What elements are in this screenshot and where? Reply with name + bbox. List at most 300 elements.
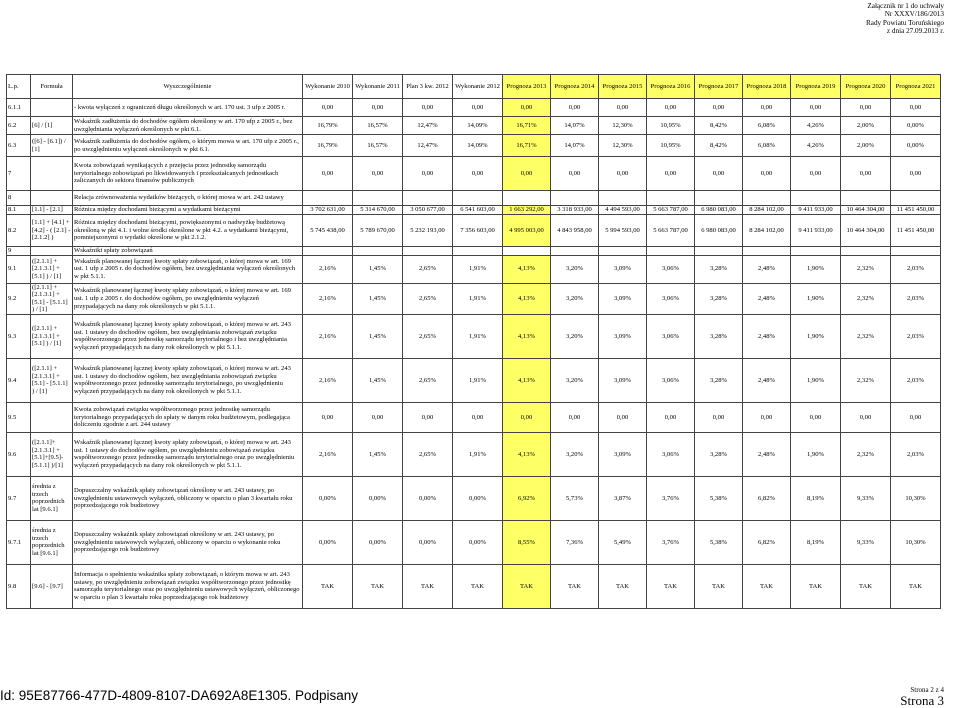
table-row (7, 206, 941, 215)
value-cell: 4,26% (791, 135, 841, 157)
value-cell: TAK (551, 564, 599, 608)
value-cell: 4 995 003,00 (503, 215, 551, 247)
value-cell: 2,65% (403, 314, 453, 358)
value-cell (551, 191, 599, 206)
value-cell: 1,91% (453, 283, 503, 314)
value-cell: TAK (303, 564, 353, 608)
value-cell: 5 745 438,00 (303, 215, 353, 247)
value-cell: 2,16% (303, 432, 353, 476)
value-cell: 0,00% (453, 520, 503, 564)
row-description: Kwota zobowiązań wynikających z przejęcia przez jednostkę samorządu terytorialnego zobowiązań po likwidowanych i przekształcanych jednostkach zaliczanych do sektora finansów publicznych (73, 157, 303, 191)
value-cell: 16,57% (353, 135, 403, 157)
value-cell: 4,13% (503, 358, 551, 402)
column-header: Prognoza 2013 (503, 75, 551, 99)
value-cell: 0,00 (695, 157, 743, 191)
value-cell: TAK (695, 564, 743, 608)
value-cell: 8,19% (791, 476, 841, 520)
row-formula (31, 402, 73, 432)
value-cell: 0,00 (353, 402, 403, 432)
table-row (7, 117, 941, 135)
value-cell (303, 247, 353, 256)
value-cell: 5,38% (695, 476, 743, 520)
value-cell: 2,48% (743, 314, 791, 358)
header-line: Nr XXXV/186/2013 (884, 10, 944, 19)
value-cell: 0,00 (353, 99, 403, 117)
value-cell (791, 191, 841, 206)
value-cell: 16,71% (503, 135, 551, 157)
value-cell: 0,00 (841, 402, 891, 432)
row-number: 6.2 (7, 117, 31, 135)
column-header: Prognoza 2016 (647, 75, 695, 99)
value-cell: 16,79% (303, 135, 353, 157)
value-cell (695, 247, 743, 256)
column-header: Formuła (31, 75, 73, 99)
value-cell: 2,00% (841, 117, 891, 135)
value-cell: 11 451 450,00 (891, 215, 941, 247)
value-cell: 0,00 (503, 99, 551, 117)
value-cell: 0,00% (353, 520, 403, 564)
value-cell: 5,49% (599, 520, 647, 564)
value-cell: 3,06% (647, 314, 695, 358)
value-cell: 1,90% (791, 255, 841, 283)
value-cell: 14,09% (453, 117, 503, 135)
value-cell: 0,00 (841, 99, 891, 117)
value-cell: 3,28% (695, 255, 743, 283)
column-header: Wykonanie 2010 (303, 75, 353, 99)
value-cell: 8 284 102,00 (743, 215, 791, 247)
value-cell: 12,47% (403, 135, 453, 157)
value-cell: 0,00 (503, 157, 551, 191)
table-row (7, 402, 941, 432)
row-description: Wskaźnik planowanej łącznej kwoty spłaty zobowiązań, o której mowa w art. 243 ust. 1 ustawy do dochodów ogółem, bez uwzględniania zobowiązań związku współtworzonego przez jednostkę samorządu terytorialnego, po uwzględnieniu wyłączeń przypadających na dany rok określonych w pkt 5.1.1. (73, 358, 303, 402)
value-cell: 0,00% (353, 476, 403, 520)
column-header: Prognoza 2014 (551, 75, 599, 99)
value-cell: 16,71% (503, 117, 551, 135)
row-number: 8.2 (7, 215, 31, 247)
value-cell: 3,09% (599, 255, 647, 283)
row-description: Wskaźniki spłaty zobowiązań (73, 247, 303, 256)
value-cell: 2,03% (891, 358, 941, 402)
value-cell: 2,48% (743, 358, 791, 402)
value-cell: 4 494 593,00 (599, 206, 647, 215)
value-cell: 3,28% (695, 432, 743, 476)
value-cell: 2,16% (303, 283, 353, 314)
value-cell: 0,00 (453, 99, 503, 117)
value-cell: 0,00 (647, 402, 695, 432)
value-cell (841, 247, 891, 256)
row-number: 9.6 (7, 432, 31, 476)
row-number: 9.5 (7, 402, 31, 432)
row-number: 9.7.1 (7, 520, 31, 564)
table-row (7, 283, 941, 314)
value-cell (403, 191, 453, 206)
value-cell: 2,32% (841, 358, 891, 402)
value-cell: 0,00 (647, 157, 695, 191)
value-cell: 9 411 933,00 (791, 215, 841, 247)
value-cell: 2,65% (403, 283, 453, 314)
column-header: Plan 3 kw. 2012 (403, 75, 453, 99)
table-row (7, 135, 941, 157)
value-cell: 12,30% (599, 135, 647, 157)
value-cell: 5 994 593,00 (599, 215, 647, 247)
value-cell: 1,90% (791, 358, 841, 402)
value-cell (743, 191, 791, 206)
column-header: Prognoza 2021 (891, 75, 941, 99)
value-cell: 1,90% (791, 314, 841, 358)
row-number: 9.2 (7, 283, 31, 314)
value-cell: 3,06% (647, 432, 695, 476)
row-formula: [1.1] + [4.1] + [4.2] - ( [2.1] - [2.1.2] ) (31, 215, 73, 247)
row-description: Wskaźnik planowanej łącznej kwoty spłaty zobowiązań, o której mowa w art. 169 ust. 1 ufp z 2005 r. do dochodów ogółem, bez uwzględniania wyłączeń określonych w pkt 5.1.1. (73, 255, 303, 283)
value-cell (503, 191, 551, 206)
value-cell: 2,48% (743, 432, 791, 476)
value-cell (599, 247, 647, 256)
value-cell: 3 318 933,00 (551, 206, 599, 215)
row-description: Wskaźnik zadłużenia do dochodów ogółem, o którym mowa w art. 170 ufp z 2005 r., po uwzględnieniu wyłączeń określonych w pkt 6.1. (73, 135, 303, 157)
value-cell: 0,00% (303, 476, 353, 520)
row-number: 8 (7, 191, 31, 206)
table-row (7, 358, 941, 402)
row-formula: ([2.1.1]+[2.1.3.1] + [5.1]+[9.5]-[5.1.1] )/[1] (31, 432, 73, 476)
value-cell: 8 284 102,00 (743, 206, 791, 215)
value-cell: 2,32% (841, 432, 891, 476)
value-cell: TAK (791, 564, 841, 608)
value-cell: 2,48% (743, 255, 791, 283)
value-cell: TAK (503, 564, 551, 608)
row-number: 8.1 (7, 206, 31, 215)
row-formula (31, 247, 73, 256)
table-row (7, 476, 941, 520)
table-row (7, 99, 941, 117)
header-line: Rady Powiatu Toruńskiego (865, 18, 944, 27)
table-row (7, 157, 941, 191)
value-cell: 6,08% (743, 135, 791, 157)
value-cell: 0,00 (453, 402, 503, 432)
value-cell: 0,00 (791, 157, 841, 191)
value-cell: 0,00 (551, 157, 599, 191)
value-cell: 2,03% (891, 432, 941, 476)
value-cell: 3,06% (647, 358, 695, 402)
value-cell: 4,13% (503, 283, 551, 314)
value-cell: 12,30% (599, 117, 647, 135)
column-header: Prognoza 2017 (695, 75, 743, 99)
value-cell: 0,00 (599, 99, 647, 117)
value-cell: 6 980 083,00 (695, 215, 743, 247)
value-cell: 14,07% (551, 117, 599, 135)
value-cell: 7,36% (551, 520, 599, 564)
value-cell (551, 247, 599, 256)
value-cell: 0,00 (743, 99, 791, 117)
value-cell: 2,16% (303, 358, 353, 402)
value-cell (599, 191, 647, 206)
value-cell: 0,00 (647, 99, 695, 117)
value-cell (453, 191, 503, 206)
row-description: Różnica między dochodami bieżącymi a wydatkami bieżącymi (73, 206, 303, 215)
value-cell: TAK (599, 564, 647, 608)
value-cell: 0,00 (743, 402, 791, 432)
value-cell: TAK (353, 564, 403, 608)
value-cell: 1,45% (353, 283, 403, 314)
value-cell: 12,47% (403, 117, 453, 135)
value-cell: 1,91% (453, 314, 503, 358)
value-cell (647, 247, 695, 256)
value-cell: 8,55% (503, 520, 551, 564)
value-cell: 3 702 631,00 (303, 206, 353, 215)
value-cell (841, 191, 891, 206)
value-cell (891, 247, 941, 256)
value-cell: 10,95% (647, 117, 695, 135)
value-cell: 8,42% (695, 135, 743, 157)
row-formula: średnia z trzech poprzednich lat [9.6.1] (31, 520, 73, 564)
value-cell: 8,19% (791, 520, 841, 564)
value-cell (891, 191, 941, 206)
row-formula: średnia z trzech poprzednich lat [9.6.1] (31, 476, 73, 520)
value-cell: 9 411 933,00 (791, 206, 841, 215)
value-cell: 0,00 (891, 402, 941, 432)
value-cell: 0,00 (791, 99, 841, 117)
row-formula: [1.1] - [2.1] (31, 206, 73, 215)
value-cell: 1,45% (353, 432, 403, 476)
value-cell: 0,00 (743, 157, 791, 191)
value-cell: TAK (403, 564, 453, 608)
value-cell: 3,20% (551, 314, 599, 358)
value-cell: 5,38% (695, 520, 743, 564)
column-header: Prognoza 2019 (791, 75, 841, 99)
value-cell: 10 464 304,00 (841, 215, 891, 247)
value-cell: 3,28% (695, 358, 743, 402)
value-cell: 2,16% (303, 314, 353, 358)
table-row (7, 247, 941, 256)
value-cell: 0,00 (403, 99, 453, 117)
value-cell: 3,06% (647, 283, 695, 314)
value-cell: 3,09% (599, 432, 647, 476)
table-row (7, 432, 941, 476)
value-cell: 4,26% (791, 117, 841, 135)
value-cell (303, 191, 353, 206)
resolution-header (866, 2, 944, 36)
value-cell: 2,48% (743, 283, 791, 314)
value-cell: 1,45% (353, 314, 403, 358)
header-line: z dnia 27.09.2013 r. (886, 27, 944, 36)
value-cell: 9,33% (841, 476, 891, 520)
value-cell: 0,00 (353, 157, 403, 191)
value-cell: 5,73% (551, 476, 599, 520)
row-number: 9.7 (7, 476, 31, 520)
value-cell: 0,00 (791, 402, 841, 432)
value-cell: 1,45% (353, 255, 403, 283)
value-cell: 5 232 193,00 (403, 215, 453, 247)
value-cell: 6 541 603,00 (453, 206, 503, 215)
value-cell: 3,20% (551, 358, 599, 402)
row-description: Wskaźnik planowanej łącznej kwoty spłaty zobowiązań, o której mowa w art. 243 ust. 1 ustawy do dochodów ogółem, po uwzględnieniu zobowiązań związku współtworzonego przez jednostkę samorządu terytorialnego oraz po uwzględnieniu wyłączeń przypadających na dany rok określonych w pkt 5.1.1. (73, 432, 303, 476)
value-cell: TAK (647, 564, 695, 608)
value-cell: 2,65% (403, 432, 453, 476)
value-cell: 1,45% (353, 358, 403, 402)
value-cell: 0,00 (303, 402, 353, 432)
row-number: 6.1.1 (7, 99, 31, 117)
row-description: Informacja o spełnieniu wskaźnika spłaty zobowiązań, o którym mowa w art. 243 ustawy, po uwzględnieniu zobowiązań związku współtworzonego przez jednostkę samorządu terytorialnego oraz po uwzględnieniu ustawowych wyłączeń, obliczonego w oparciu o plan 3 kwartału roku poprzedzającego rok budżetowy (73, 564, 303, 608)
value-cell (503, 247, 551, 256)
value-cell: 0,00 (551, 99, 599, 117)
value-cell: 0,00% (453, 476, 503, 520)
value-cell: 0,00% (303, 520, 353, 564)
value-cell: 2,32% (841, 314, 891, 358)
value-cell: 2,03% (891, 314, 941, 358)
value-cell: 2,32% (841, 283, 891, 314)
column-header: Wykonanie 2012 (453, 75, 503, 99)
value-cell: 11 451 450,00 (891, 206, 941, 215)
value-cell: 1,90% (791, 432, 841, 476)
value-cell: 14,09% (453, 135, 503, 157)
table-row (7, 314, 941, 358)
value-cell: 5 789 670,00 (353, 215, 403, 247)
value-cell: 0,00 (695, 99, 743, 117)
value-cell: 7 356 603,00 (453, 215, 503, 247)
row-formula (31, 157, 73, 191)
value-cell: 1,90% (791, 283, 841, 314)
column-header: Wyszczególnienie (73, 75, 303, 99)
value-cell: TAK (841, 564, 891, 608)
row-description: Kwota zobowiązań związku współtworzonego przez jednostkę samorządu terytorialnego przypadających do spłaty w danym roku budżetowym, podlegająca doliczeniu zgodnie z art. 244 ustawy (73, 402, 303, 432)
value-cell: 5 663 787,00 (647, 206, 695, 215)
financial-forecast-table (6, 74, 941, 609)
value-cell: 10,95% (647, 135, 695, 157)
row-number: 9.1 (7, 255, 31, 283)
value-cell: 3,28% (695, 314, 743, 358)
value-cell: 8,42% (695, 117, 743, 135)
value-cell: 0,00 (891, 157, 941, 191)
value-cell: 0,00% (403, 476, 453, 520)
value-cell: 4,13% (503, 314, 551, 358)
value-cell: 10,30% (891, 476, 941, 520)
value-cell: 9,33% (841, 520, 891, 564)
page-count: Strona 2 z 4 (910, 686, 944, 694)
value-cell (791, 247, 841, 256)
value-cell: 10 464 304,00 (841, 206, 891, 215)
table-row (7, 520, 941, 564)
value-cell: 2,03% (891, 283, 941, 314)
value-cell: 0,00 (695, 402, 743, 432)
value-cell: 3,09% (599, 314, 647, 358)
row-description: Wskaźnik zadłużenia do dochodów ogółem określony w art. 170 ufp z 2005 r., bez uwzględniania wyłączeń określonych w pkt 6.1. (73, 117, 303, 135)
row-formula: ([2.1.1] + [2.1.3.1] + [5.1] ) / [1] (31, 255, 73, 283)
row-formula: ([2.1.1] + [2.1.3.1] + [5.1] - [5.1.1] ) / [1] (31, 358, 73, 402)
row-description: Dopuszczalny wskaźnik spłaty zobowiązań określony w art. 243 ustawy, po uwzględnieniu ustawowych wyłączeń, obliczony w oparciu o plan 3 kwartału roku poprzedzającego rok budżetowy (73, 476, 303, 520)
value-cell: 2,65% (403, 358, 453, 402)
row-formula: [9.6] - [9.7] (31, 564, 73, 608)
column-header: L.p. (7, 75, 31, 99)
value-cell: 3,28% (695, 283, 743, 314)
value-cell: 14,07% (551, 135, 599, 157)
value-cell (695, 191, 743, 206)
value-cell: 2,00% (841, 135, 891, 157)
value-cell: 3,09% (599, 358, 647, 402)
value-cell: 5 314 670,00 (353, 206, 403, 215)
value-cell: 16,79% (303, 117, 353, 135)
row-formula (31, 191, 73, 206)
row-number: 9.3 (7, 314, 31, 358)
table-row (7, 191, 941, 206)
column-header: Prognoza 2015 (599, 75, 647, 99)
value-cell: 1 663 292,00 (503, 206, 551, 215)
table-row (7, 215, 941, 247)
value-cell: 3,87% (599, 476, 647, 520)
value-cell: 3,20% (551, 255, 599, 283)
value-cell (403, 247, 453, 256)
value-cell: 4,13% (503, 255, 551, 283)
row-formula: ([2.1.1] + [2.1.3.1] + [5.1] ) / [1] (31, 314, 73, 358)
value-cell: 3,76% (647, 476, 695, 520)
value-cell: 1,91% (453, 255, 503, 283)
row-formula (31, 99, 73, 117)
column-header: Prognoza 2018 (743, 75, 791, 99)
value-cell (743, 247, 791, 256)
row-number: 9 (7, 247, 31, 256)
value-cell: 2,65% (403, 255, 453, 283)
value-cell: 3,20% (551, 432, 599, 476)
table-row (7, 255, 941, 283)
value-cell: 0,00 (891, 99, 941, 117)
table-header-row (7, 75, 941, 99)
value-cell: 6,82% (743, 520, 791, 564)
value-cell: 1,91% (453, 358, 503, 402)
value-cell: TAK (743, 564, 791, 608)
value-cell: 3,20% (551, 283, 599, 314)
value-cell: 0,00 (453, 157, 503, 191)
value-cell: 6,08% (743, 117, 791, 135)
value-cell: 1,91% (453, 432, 503, 476)
value-cell: 0,00 (841, 157, 891, 191)
header-line: Załącznik nr 1 do uchwały (867, 2, 944, 10)
value-cell: 6,92% (503, 476, 551, 520)
value-cell: 5 663 787,00 (647, 215, 695, 247)
value-cell: 0,00 (599, 157, 647, 191)
value-cell: TAK (453, 564, 503, 608)
column-header: Wykonanie 2011 (353, 75, 403, 99)
row-number: 9.4 (7, 358, 31, 402)
value-cell: 0,00 (599, 402, 647, 432)
value-cell: 6 980 083,00 (695, 206, 743, 215)
row-formula: ([2.1.1] + [2.1.3.1] + [5.1] - [5.1.1] ) / [1] (31, 283, 73, 314)
value-cell: 0,00 (503, 402, 551, 432)
value-cell (353, 191, 403, 206)
value-cell: 0,00 (303, 157, 353, 191)
signature-id: Id: 95E87766-477D-4809-8107-DA692A8E1305. Podpisany (0, 688, 359, 703)
value-cell: 10,30% (891, 520, 941, 564)
value-cell: 2,16% (303, 255, 353, 283)
value-cell: 4,13% (503, 432, 551, 476)
value-cell: 0,00% (403, 520, 453, 564)
value-cell (647, 191, 695, 206)
row-description: - kwota wyłączeń z ograniczeń długu określonych w art. 170 ust. 3 ufp z 2005 r. (73, 99, 303, 117)
column-header: Prognoza 2020 (841, 75, 891, 99)
value-cell (453, 247, 503, 256)
value-cell: 3 050 677,00 (403, 206, 453, 215)
row-number: 7 (7, 157, 31, 191)
value-cell: 0,00% (891, 117, 941, 135)
value-cell: TAK (891, 564, 941, 608)
row-description: Wskaźnik planowanej łącznej kwoty spłaty zobowiązań, o której mowa w art. 169 ust. 1 ufp z 2005 r. do dochodów ogółem, po uwzględnieniu wyłączeń przypadających na dany rok określonych w pkt 5.1.1. (73, 283, 303, 314)
row-number: 6.3 (7, 135, 31, 157)
row-formula: ([6] - [6.1]) / [1] (31, 135, 73, 157)
value-cell: 0,00% (891, 135, 941, 157)
value-cell: 0,00 (551, 402, 599, 432)
page-number: Strona 3 (900, 693, 944, 708)
row-description: Relacja zrównoważenia wydatków bieżących, o której mowa w art. 242 ustawy (73, 191, 303, 206)
table-row (7, 564, 941, 608)
value-cell (353, 247, 403, 256)
row-description: Wskaźnik planowanej łącznej kwoty spłaty zobowiązań, o której mowa w art. 243 ust. 1 ustawy do dochodów ogółem, bez uwzględniania zobowiązań związku współtworzonego przez jednostkę samorządu terytorialnego i bez uwzględniania wyłączeń przypadających na dany rok określonych w pkt 5.1.1. (73, 314, 303, 358)
